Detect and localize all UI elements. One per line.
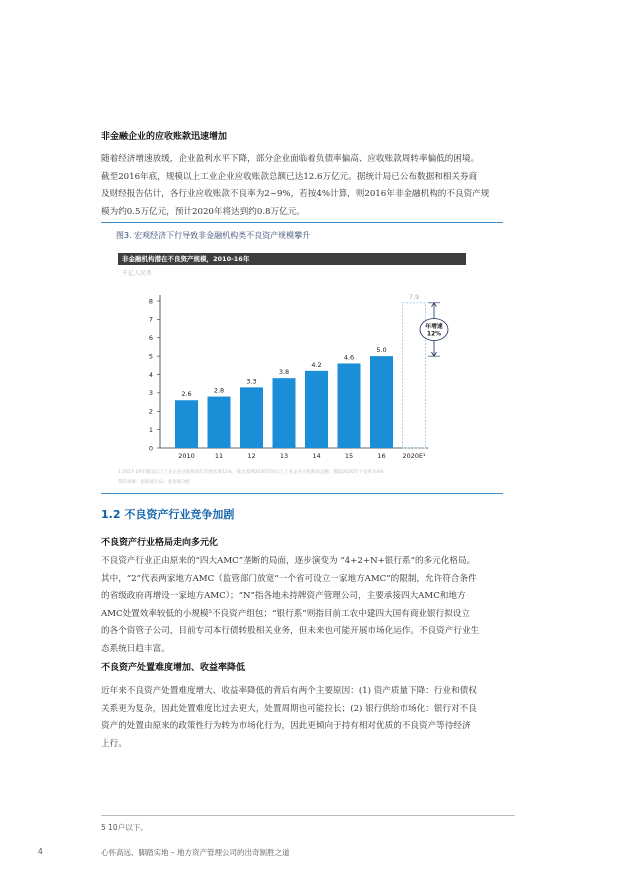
x-tick-label: 2020E¹ [402, 452, 426, 460]
figure-top-rule [101, 222, 503, 223]
paragraph-line: 上行。 [101, 738, 127, 749]
y-tick-label: 4 [148, 370, 153, 379]
x-tick-label: 16 [377, 452, 386, 460]
y-tick-label: 7 [148, 315, 153, 324]
x-tick-label: 13 [279, 452, 289, 460]
chart-header: 非金融机构潜在不良资产规模，2010-16年 [118, 253, 466, 265]
bar-value-label: 7.9 [408, 292, 420, 301]
footnote-rule [101, 815, 515, 816]
paragraph-line: 态系统日趋丰富。 [101, 643, 170, 654]
bar-value-label: 2.8 [213, 386, 225, 395]
figure-title: 图3. 宏观经济下行导致非金融机构类不良资产规模攀升 [116, 231, 311, 240]
y-tick-label: 1 [148, 425, 153, 434]
paragraph-line: 随着经济增速放缓，企业盈利水平下降，部分企业面临着负债率偏高、应收账款周转率偏低的困境。 [101, 154, 480, 164]
bar-chart [118, 265, 466, 463]
bar [240, 387, 263, 448]
paragraph-line: 近年来不良资产处置难度增大、收益率降低的背后有两个主要原因：(1) 资产质量下降：行业和债权 [101, 686, 477, 696]
y-tick-label: 6 [148, 334, 153, 343]
paragraph-line: 关系更为复杂，因此处置难度比过去更大，处置周期也可能拉长；(2) 银行供给市场化：银行对不良 [101, 703, 477, 714]
y-tick-label: 2 [148, 407, 153, 416]
figure-source: 资料来源：国家统计局；麦肯锡分析 [118, 480, 190, 485]
receivables-paragraph [101, 151, 515, 221]
y-tick-label: 8 [148, 297, 153, 306]
section-heading-difficulty: 不良资产处置难度增加、收益率降低 [101, 663, 246, 673]
figure-footnote: 1 2017-19年假设以上工业企业应收账款年均增长率12%，推出预测2020年的以上工业企业应收账款总额；假设2020年不良率为4% [118, 470, 384, 475]
y-tick-label: 0 [148, 444, 153, 453]
diversification-paragraph [101, 553, 515, 658]
x-tick-label: 11 [214, 452, 224, 460]
paragraph-line: 的省级政府再增设一家地方AMC）；“N”指各地未持牌资产管理公司，主要承接四大AMC和地方 [101, 591, 466, 601]
x-tick-label: 14 [312, 452, 321, 460]
bar-value-label: 5.0 [376, 346, 387, 355]
x-tick-label: 2010 [178, 452, 195, 460]
bar-value-label: 3.8 [278, 368, 290, 377]
x-tick-label: 12 [247, 452, 256, 460]
paragraph-line: 其中，“2”代表两家地方AMC（监管部门放宽“一个省可设立一家地方AMC”的限制，允许符合条件 [101, 573, 477, 584]
y-tick-label: 5 [148, 352, 153, 361]
bar-value-label: 4.2 [311, 360, 322, 369]
bar-value-label: 2.6 [181, 390, 192, 399]
paragraph-line: 不良资产行业正由原来的“四大AMC”垄断的局面，逐步演变为 “4+2+N+银行系”的多元化格局。 [101, 556, 476, 566]
figure-bottom-rule [101, 493, 503, 494]
section-heading-diversification: 不良资产行业格局走向多元化 [101, 538, 219, 548]
bar [175, 400, 198, 448]
x-tick-label: 15 [344, 452, 354, 460]
paragraph-line: 模为约0.5万亿元，预计2020年将达到约0.8万亿元。 [101, 206, 305, 217]
bar [338, 363, 361, 448]
bar-value-label: 4.6 [343, 353, 355, 362]
section-title: 1.2 不良资产行业竞争加剧 [101, 508, 235, 521]
page-number: 4 [38, 847, 43, 856]
bar [305, 371, 328, 448]
section-heading-receivables: 非金融企业的应收账款迅速增加 [101, 132, 228, 142]
difficulty-paragraph [101, 683, 515, 753]
paragraph-line: 截至2016年底，规模以上工业企业应收账款总额已达12.6万亿元。据统计局已公布数据和相关券商 [101, 171, 478, 182]
paragraph-line: 资产的处置由原来的政策性行为转为市场化行为，因此更倾向于持有相对优质的不良资产等待经济 [101, 721, 471, 731]
page-footnote: 5 10户以下。 [101, 823, 148, 832]
bar [370, 356, 393, 448]
unit-label: 千亿人民币 [122, 270, 153, 277]
paragraph-line: AMC处置效率较低的小规模⁵不良资产组包；“银行系”则指目前工农中建四大国有商业银行拟设立 [101, 608, 470, 619]
chart-container [118, 253, 466, 463]
bar-value-label: 3.3 [246, 377, 257, 386]
growth-annotation-value: 12% [427, 331, 441, 338]
bar [273, 378, 296, 448]
paragraph-line: 的各个资管子公司，目前专司本行债转股相关业务，但未来也可能开展市场化运作。不良资产行业生 [101, 626, 480, 636]
paragraph-line: 及财经报告估计，各行业应收账款不良率为2~9%，若按4%计算，则2016年非金融机构的不良资产规 [101, 189, 490, 199]
growth-annotation-label: 年增速 [425, 323, 443, 330]
bar [208, 397, 231, 448]
footer-title: 心怀高远、脚踏实地 – 地方资产管理公司的出奇制胜之道 [101, 848, 290, 857]
y-tick-label: 3 [148, 389, 153, 398]
